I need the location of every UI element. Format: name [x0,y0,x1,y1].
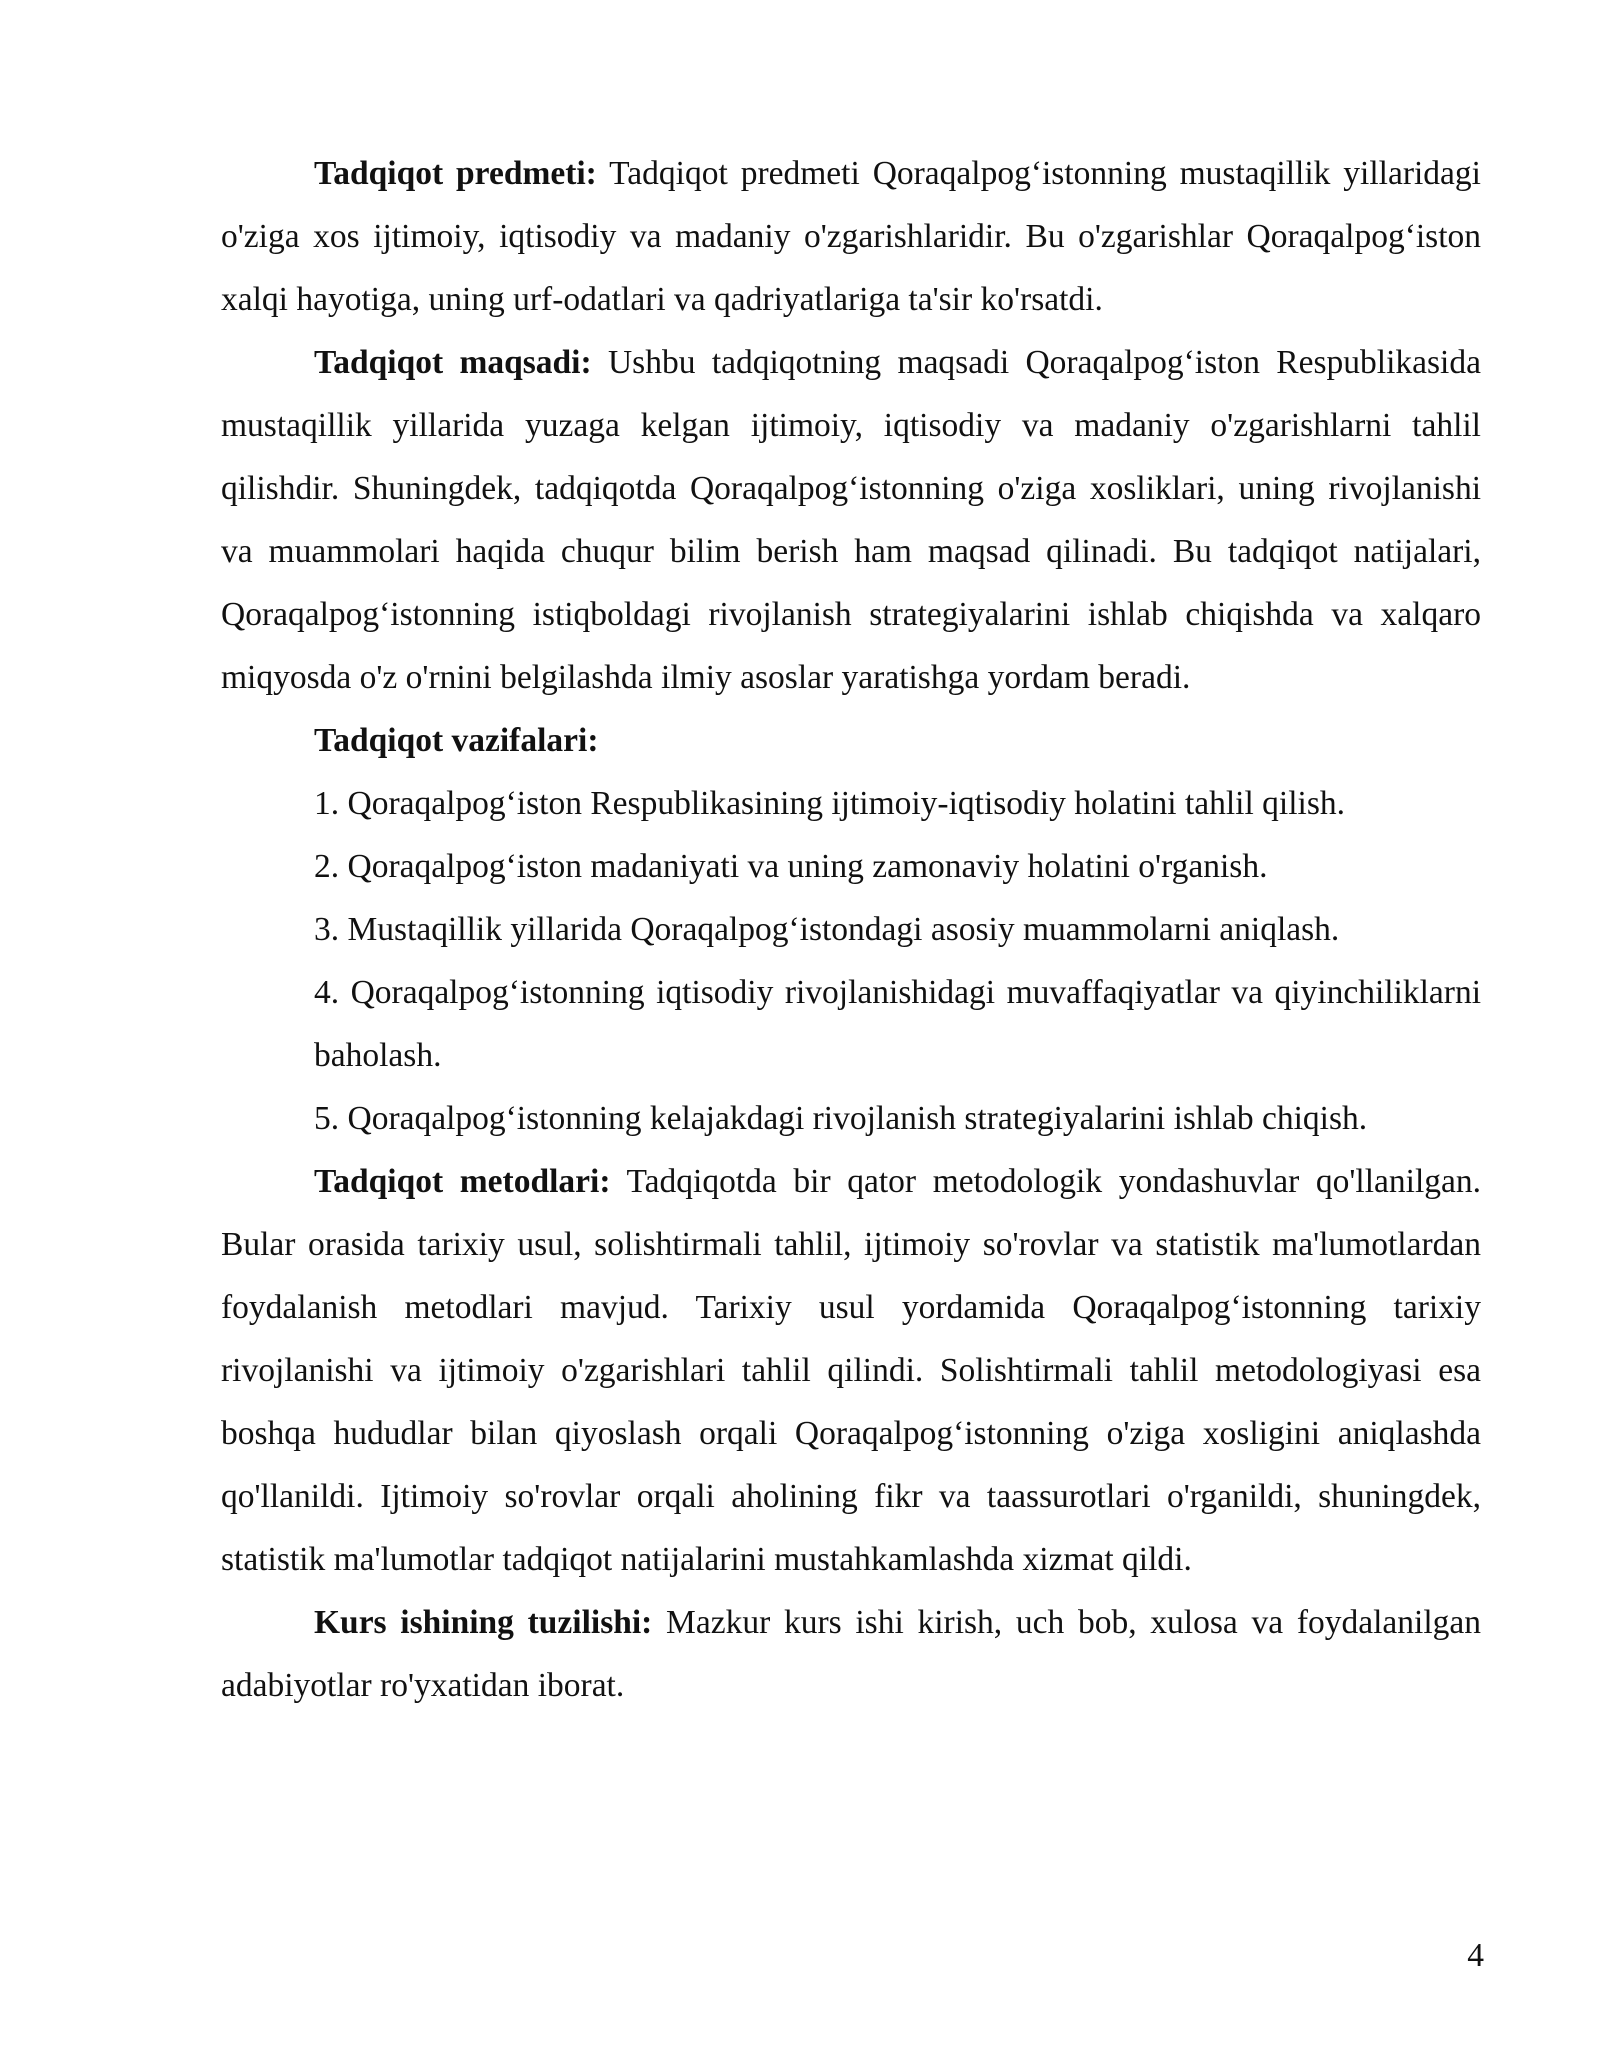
course-structure-heading: Kurs ishining tuzilishi: [314,1604,653,1641]
research-task-item-3: 3. Mustaqillik yillarida Qoraqalpog‘istondagi asosiy muammolarni aniqlash. [314,911,1340,948]
research-goal-text: Ushbu tadqiqotning maqsadi Qoraqalpog‘iston Respublikasida mustaqillik yillarida yuzaga kelgan ijtimoiy, iqtisodiy va madaniy o'zgarishlarni tahlil qilishdir. Shuningdek, tadqiqotda Qoraqalpog‘istonning o'ziga xosliklari, uning rivojlanishi va muammolari haqida chuqur bilim berish ham maqsad qilinadi. Bu tadqiqot natijalari, Qoraqalpog‘istonning istiqboldagi rivojlanish strategiyalarini ishlab chiqishda va xalqaro miqyosda o'z o'rnini belgilashda ilmiy asoslar yaratishga yordam beradi. [221,344,1481,696]
research-tasks-heading: Tadqiqot vazifalari: [314,722,599,759]
page-number: 4 [1467,1937,1484,1974]
paragraph-research-methods [221,1150,1481,1591]
research-goal-heading: Tadqiqot maqsadi: [314,344,592,381]
research-subject-heading: Tadqiqot predmeti: [314,155,597,192]
research-task-item-2: 2. Qoraqalpog‘iston madaniyati va uning zamonaviy holatini o'rganish. [314,848,1268,885]
paragraph-research-subject [221,142,1481,331]
research-subject-text: Tadqiqot predmeti Qoraqalpog‘istonning mustaqillik yillaridagi o'ziga xos ijtimoiy, iqtisodiy va madaniy o'zgarishlaridir. Bu o'zgarishlar Qoraqalpog‘iston xalqi hayotiga, uning urf-odatlari va qadriyatlariga ta'sir ko'rsatdi. [221,155,1481,318]
research-task-item-1: 1. Qoraqalpog‘iston Respublikasining ijtimoiy-iqtisodiy holatini tahlil qilish. [314,785,1346,822]
paragraph-research-goal [221,331,1481,709]
document-page [221,142,1481,1717]
research-task-item-5: 5. Qoraqalpog‘istonning kelajakdagi rivojlanish strategiyalarini ishlab chiqish. [314,1100,1368,1137]
research-methods-heading: Tadqiqot metodlari: [314,1163,611,1200]
research-task-item-4: 4. Qoraqalpog‘istonning iqtisodiy rivojlanishidagi muvaffaqiyatlar va qiyinchiliklarni baholash. [314,974,1481,1074]
paragraph-course-structure [221,1591,1481,1717]
research-methods-text: Tadqiqotda bir qator metodologik yondashuvlar qo'llanilgan. Bular orasida tarixiy usul, solishtirmali tahlil, ijtimoiy so'rovlar va statistik ma'lumotlardan foydalanish metodlari mavjud. Tarixiy usul yordamida Qoraqalpog‘istonning tarixiy rivojlanishi va ijtimoiy o'zgarishlari tahlil qilindi. Solishtirmali tahlil metodologiyasi esa boshqa hududlar bilan qiyoslash orqali Qoraqalpog‘istonning o'ziga xosligini aniqlashda qo'llanildi. Ijtimoiy so'rovlar orqali aholining fikr va taassurotlari o'rganildi, shuningdek, statistik ma'lumotlar tadqiqot natijalarini mustahkamlashda xizmat qildi. [221,1163,1481,1578]
course-structure-text: Mazkur kurs ishi kirish, uch bob, xulosa va foydalanilgan adabiyotlar ro'yxatidan iborat. [221,1604,1482,1704]
